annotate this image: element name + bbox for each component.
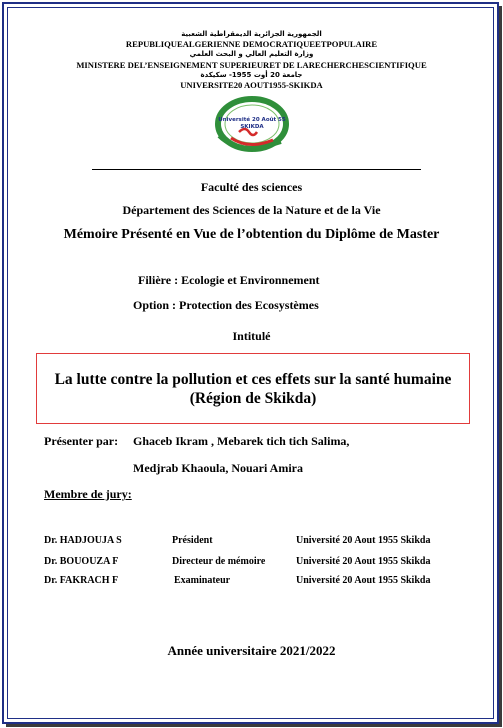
- ministry-name: MINISTERE DEL’ENSEIGNEMENT SUPERIEURET DE LARECHERCHESCIENTIFIQUE: [76, 60, 427, 70]
- intitule-label: Intitulé: [232, 329, 271, 343]
- border-shadow-bottom: [6, 724, 502, 727]
- university-logo: [209, 96, 295, 158]
- border-shadow-right: [499, 6, 502, 726]
- jury-member-role: Examinateur: [174, 575, 231, 586]
- jury-member-role: Directeur de mémoire: [172, 556, 266, 567]
- arabic-university: جامعة 20 أوت 1955- سكيكدة: [200, 71, 303, 79]
- memoire-statement: Mémoire Présenté en Vue de l’obtention du Diplôme de Master: [63, 227, 440, 242]
- filiere: Filière : Ecologie et Environnement: [138, 273, 320, 287]
- university-logo-icon: [209, 96, 295, 158]
- thesis-title-line2: (Région de Skikda): [189, 390, 317, 407]
- header-divider: [92, 169, 421, 170]
- jury-member-name: Dr. HADJOUJA S: [44, 535, 122, 546]
- university-name: UNIVERSITE20 AOUT1955-SKIKDA: [180, 80, 323, 90]
- arabic-ministry: وزارة التعليم العالي و البحث العلمي: [189, 50, 314, 58]
- republic-name: REPUBLIQUEALGERIENNE DEMOCRATIQUEETPOPULAIRE: [125, 39, 378, 49]
- jury-member-name: Dr. BOUOUZA F: [44, 556, 119, 567]
- presenter-names-line2: Medjrab Khaoula, Nouari Amira: [133, 461, 303, 475]
- academic-year: Année universitaire 2021/2022: [167, 643, 336, 658]
- presenter-names-line1: Ghaceb Ikram , Mebarek tich tich Salima,: [133, 434, 350, 448]
- option: Option : Protection des Ecosystèmes: [133, 298, 319, 312]
- logo-text-line2: SKIKDA: [240, 124, 264, 130]
- jury-member-name: Dr. FAKRACH F: [44, 575, 119, 586]
- logo-text-line1: Université 20 Août 55: [218, 117, 286, 123]
- jury-member-role: Président: [172, 535, 213, 546]
- faculty-name: Faculté des sciences: [200, 180, 303, 194]
- thesis-title-box: [36, 353, 470, 424]
- department-name: Département des Sciences de la Nature et de la Vie: [122, 203, 381, 217]
- jury-heading: Membre de jury:: [44, 487, 132, 501]
- jury-member-affiliation: Université 20 Aout 1955 Skikda: [296, 556, 431, 567]
- thesis-title-line1: La lutte contre la pollution et ces effets sur la santé humaine: [54, 371, 452, 388]
- jury-member-affiliation: Université 20 Aout 1955 Skikda: [296, 535, 431, 546]
- arabic-republic: الجمهورية الجزائرية الديمقراطية الشعبية: [181, 30, 322, 38]
- jury-member-affiliation: Université 20 Aout 1955 Skikda: [296, 575, 431, 586]
- presenter-label: Présenter par:: [44, 434, 119, 448]
